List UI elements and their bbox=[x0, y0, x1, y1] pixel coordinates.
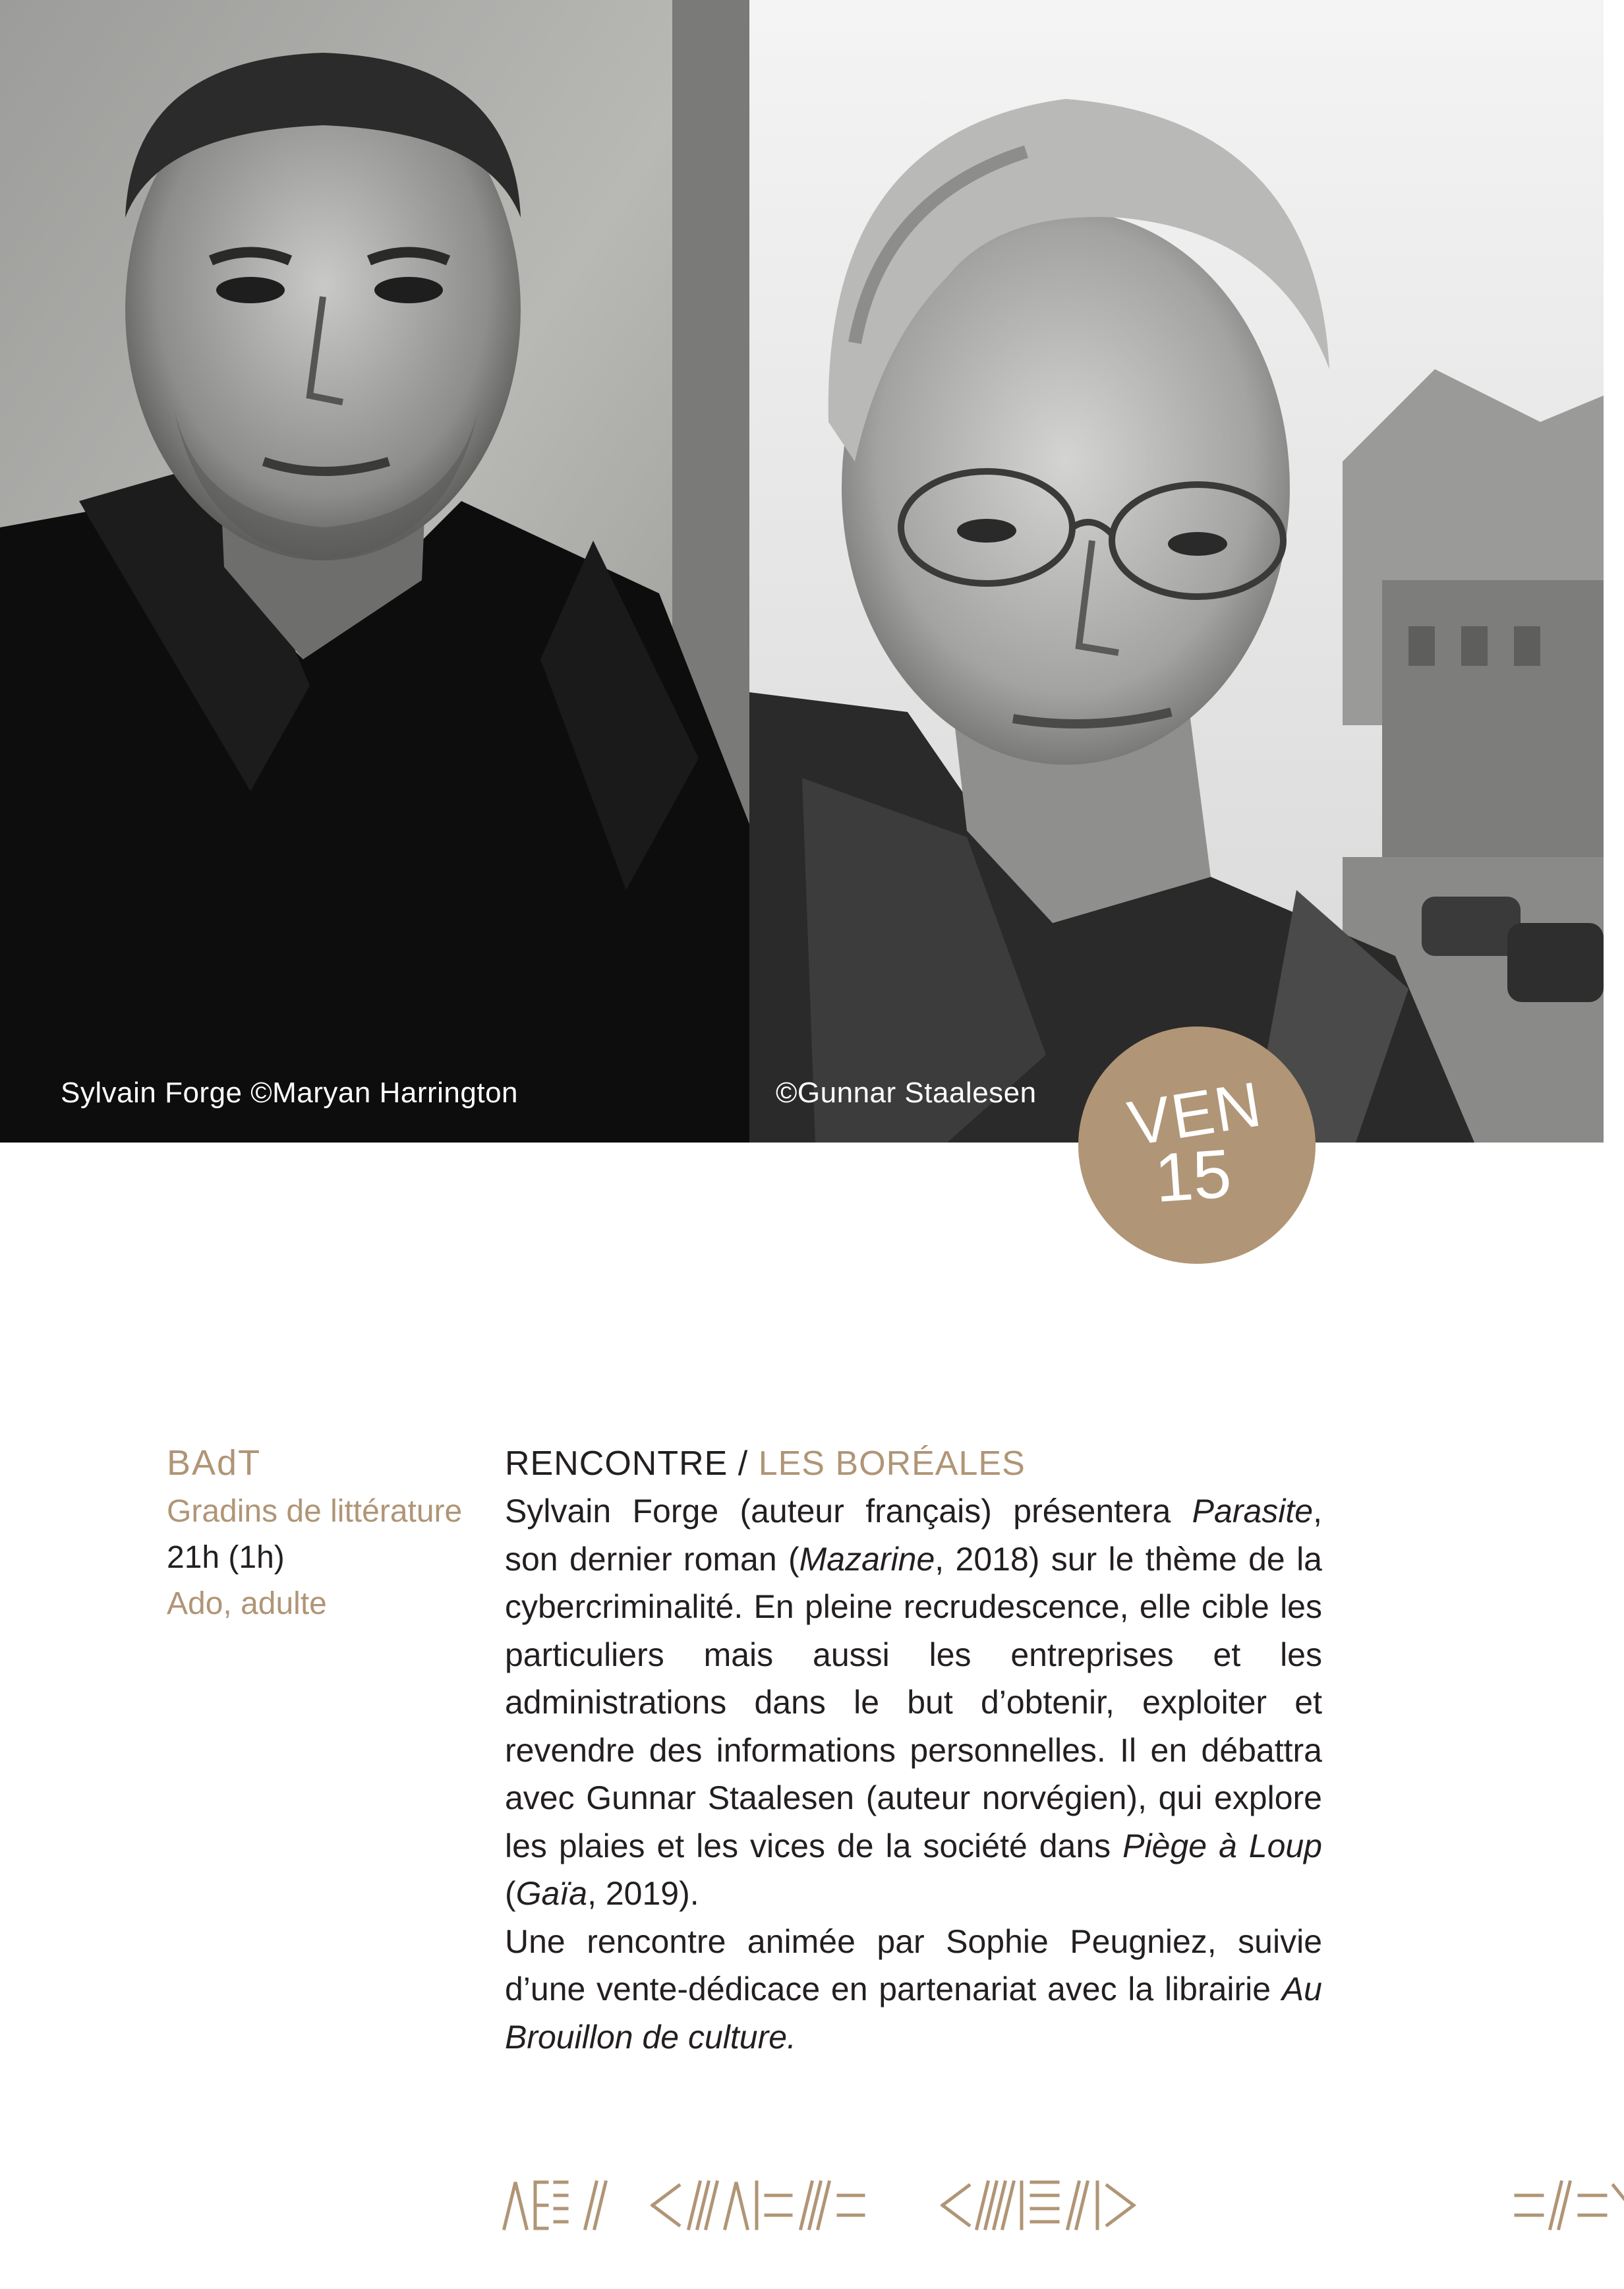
text-run: Sylvain Forge (auteur français) présentera bbox=[505, 1493, 1192, 1530]
venue-name: BAdT bbox=[167, 1443, 262, 1483]
portrait-illustration bbox=[0, 0, 749, 1143]
date-day: VEN bbox=[1123, 1068, 1267, 1160]
text-run: Une rencontre animée par Sophie Peugniez, suivie d’une vente-dédicace en partenariat avec la librairie bbox=[505, 1922, 1322, 2007]
bookshop-name: Au Brouillon de culture. bbox=[505, 1971, 1322, 2056]
text-run: , 2018) sur le thème de la cybercriminalité. En pleine recrudescence, elle cible les particuliers mais aussi les entreprises et les administrations dans le but d’obtenir, exploiter et revendre des informations personnelles. Il en débattra avec Gunnar Staalesen (auteur norvégien), qui explore les plaies et les vices de la société dans bbox=[505, 1540, 1322, 1864]
portrait-photo-sylvain-forge bbox=[0, 0, 749, 1143]
date-number: 15 bbox=[1152, 1135, 1234, 1217]
event-description bbox=[505, 1440, 1322, 2061]
room-name: Gradins de littérature bbox=[167, 1494, 463, 1529]
text-run: , 2019). bbox=[587, 1875, 699, 1912]
publisher-gaia: Gaïa bbox=[515, 1875, 588, 1912]
event-info bbox=[167, 1437, 483, 1627]
description-paragraph-1 bbox=[505, 1487, 1322, 1918]
publisher-mazarine: Mazarine bbox=[799, 1540, 935, 1578]
text-run: , son dernier roman ( bbox=[505, 1493, 1322, 1578]
festival-name: LES BORÉALES bbox=[758, 1444, 1026, 1483]
book-title-parasite: Parasite bbox=[1192, 1493, 1314, 1530]
decorative-footer-pattern bbox=[501, 2176, 1624, 2235]
date-badge-text bbox=[1078, 1026, 1316, 1264]
text-run: ( bbox=[505, 1875, 516, 1912]
heading-separator: / bbox=[738, 1444, 749, 1483]
portrait-photo-gunnar-staalesen bbox=[749, 0, 1604, 1143]
event-heading bbox=[505, 1440, 1322, 1487]
event-category: RENCONTRE bbox=[505, 1444, 728, 1483]
date-badge bbox=[1078, 1026, 1316, 1264]
photo-credit-right: ©Gunnar Staalesen bbox=[776, 1077, 1037, 1109]
event-time: 21h (1h) bbox=[167, 1540, 285, 1575]
book-title-piege-a-loup: Piège à Loup bbox=[1122, 1827, 1322, 1864]
portrait-illustration bbox=[749, 0, 1604, 1143]
audience: Ado, adulte bbox=[167, 1586, 327, 1621]
description-paragraph-2 bbox=[505, 1918, 1322, 2062]
photo-credit-left: Sylvain Forge ©Maryan Harrington bbox=[61, 1077, 519, 1109]
